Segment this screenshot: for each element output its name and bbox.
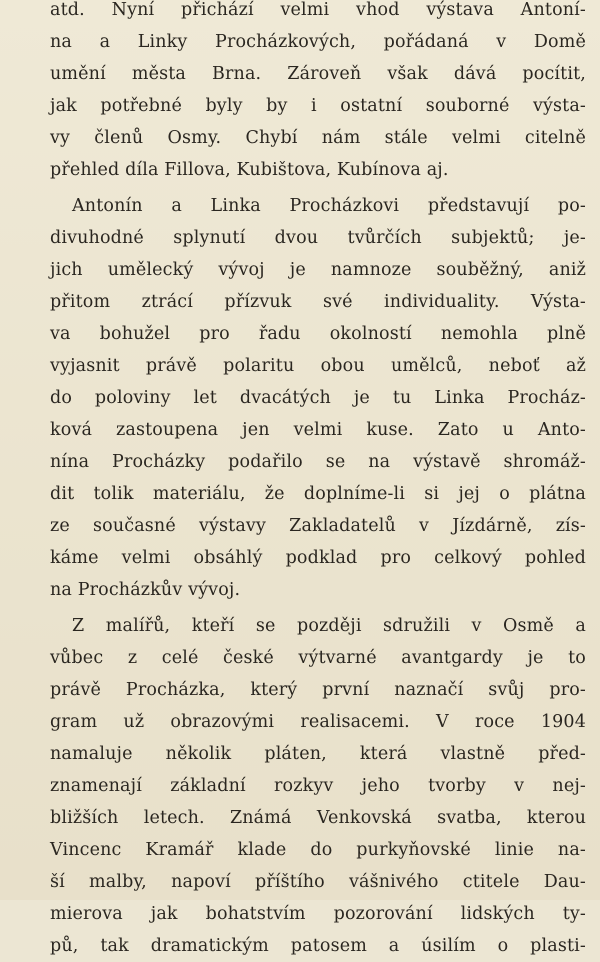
text-line: Vincenc Kramář klade do purkyňovské linie na- <box>50 840 586 860</box>
text-line: ková zastoupena jen velmi kuse. Zato u Anto- <box>50 420 586 440</box>
text-column <box>50 0 586 962</box>
text-line: pů, tak dramatickým patosem a úsilím o plasti- <box>50 936 586 956</box>
text-line: Z malířů, kteří se později sdružili v Osmě a <box>72 616 586 636</box>
text-line: přitom ztrácí přízvuk své individuality. Výsta- <box>50 292 586 312</box>
text-line: jich umělecký vývoj je namnoze souběžný, aniž <box>50 260 586 280</box>
text-line: dit tolik materiálu, že doplníme-li si jej o plátna <box>50 484 586 504</box>
text-line: namaluje několik pláten, která vlastně před- <box>50 744 586 764</box>
text-line: Antonín a Linka Procházkovi představují po- <box>72 196 586 216</box>
text-line: gram už obrazovými realisacemi. V roce 1904 <box>50 712 586 732</box>
text-line: káme velmi obsáhlý podklad pro celkový pohled <box>50 548 586 568</box>
text-line: přehled díla Fillova, Kubištova, Kubínova aj. <box>50 160 449 180</box>
text-line: umění města Brna. Zároveň však dává pocítit, <box>50 64 586 84</box>
text-line: právě Procházka, který první naznačí svůj pro- <box>50 680 586 700</box>
text-line: na a Linky Procházkových, pořádaná v Domě <box>50 32 586 52</box>
text-line: na Procházkův vývoj. <box>50 580 241 600</box>
text-line: bližších letech. Známá Venkovská svatba, kterou <box>50 808 586 828</box>
text-line: do poloviny let dvacátých je tu Linka Procház- <box>50 388 586 408</box>
paragraph-1 <box>50 0 586 186</box>
text-line: nína Procházky podařilo se na výstavě shromáž- <box>50 452 586 472</box>
text-line: jak potřebné byly by i ostatní souborné výsta- <box>50 96 586 116</box>
text-line: ze současné výstavy Zakladatelů v Jízdárně, zís- <box>50 516 586 536</box>
paragraph-3 <box>50 610 586 962</box>
text-line: vůbec z celé české výtvarné avantgardy je to <box>50 648 586 668</box>
text-line: mierova jak bohatstvím pozorování lidských ty- <box>50 904 586 924</box>
text-line: atd. Nyní přichází velmi vhod výstava Antoní- <box>50 0 586 20</box>
text-line: vyjasnit právě polaritu obou umělců, neboť až <box>50 356 586 376</box>
text-line: divuhodné splynutí dvou tvůrčích subjektů; je- <box>50 228 586 248</box>
text-line: ší malby, napoví příštího vášnivého ctitele Dau- <box>50 872 586 892</box>
text-line: va bohužel pro řadu okolností nemohla plně <box>50 324 586 344</box>
paragraph-2 <box>50 190 586 606</box>
text-line: vy členů Osmy. Chybí nám stále velmi citelně <box>50 128 586 148</box>
text-line: znamenají základní rozkyv jeho tvorby v nej- <box>50 776 586 796</box>
